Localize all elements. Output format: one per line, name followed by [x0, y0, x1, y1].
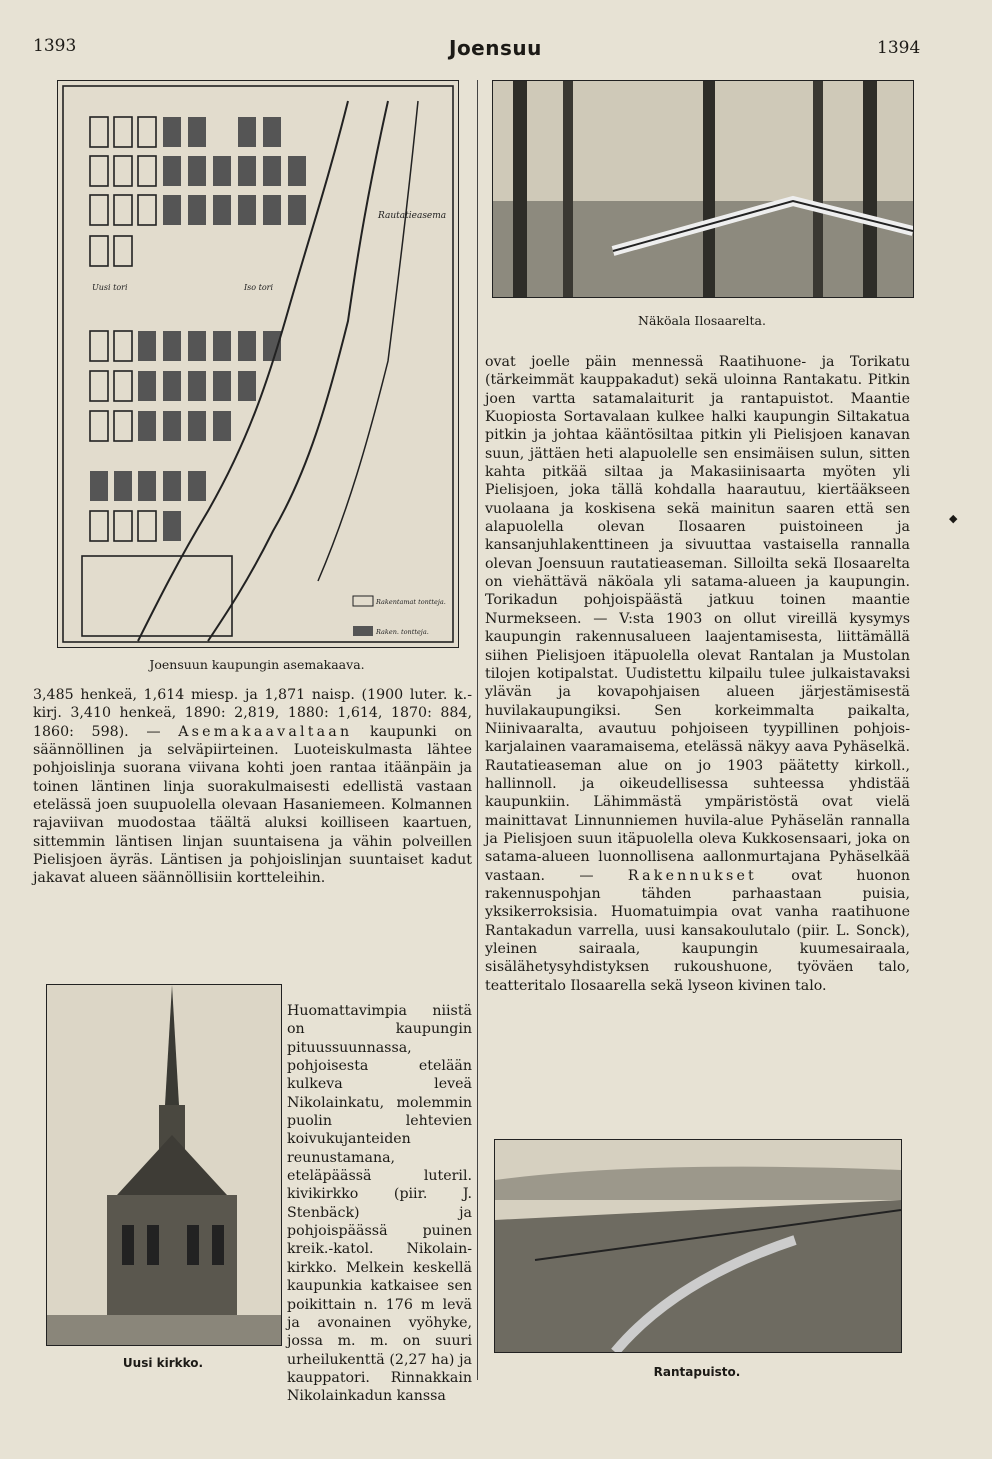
view-drawing — [493, 81, 913, 297]
left-column-text — [33, 686, 472, 888]
church-drawing — [47, 985, 281, 1345]
station-label: Rautatieasema — [378, 211, 447, 221]
map-caption: Joensuun kaupungin asemakaava. — [149, 657, 365, 672]
term-asemakaava: Asemakaavaltaan — [178, 723, 353, 740]
right-paragraph-2: ovat huonon rakennuspohjan tähden parhaastaan puisia, yksikerroksisia. Huomatuimpia ovat vanha raatihuone Rantakadun varrella, uusi kansakoulutalo (piir. L. Sonck), yleinen sairaala, kaupungin kuumesairaala, sisälähetysyhdistyksen rukoushuone, työväen talo, teatteritalo Ilosaarella sekä lyseon kivinen talo. — [485, 867, 911, 994]
town-plan-drawing — [58, 81, 458, 647]
park-photo — [494, 1139, 902, 1353]
margin-mark: ◆ — [949, 512, 958, 525]
view-photo — [492, 80, 914, 298]
view-caption: Näköala Ilosaarelta. — [638, 313, 766, 328]
paragraph-body: kaupunki on säännöllinen ja selväpiirteinen. Luoteiskulmasta lähtee pohjoislinja suorana viivana kohti joen rantaa itäänpäin ja toinen läntinen linja suorakulmaisesti edellistä vastaan etelässä joen suupuolella olevaan Hasaniemeen. Kolmannen rajaviivan muodostaa täältä aluksi koilliseen kaartuen, sittemmin läntisen linjan suuntaisena ja vähin polveillen Pielisjoen äyräs. Läntisen ja pohjoislinjan suuntaiset kadut jakavat alueen säännöllisiin kortteleihin. — [33, 723, 472, 887]
church-photo — [46, 984, 282, 1346]
church-caption: Uusi kirkko. — [122, 1356, 204, 1370]
page-title: Joensuu — [449, 36, 542, 60]
page-number-left: 1393 — [33, 36, 77, 56]
park-caption: Rantapuisto. — [653, 1365, 741, 1379]
town-plan-map — [57, 80, 459, 648]
uusi-tori-label: Uusi tori — [92, 283, 128, 292]
paragraph-intro: 3,485 henkeä, 1,614 miesp. ja 1,871 naisp. (1900 luter. k.-kirj. 3,410 henkeä, 1890: 2,819, 1880: 1,614, 1870: 884, 1860: 598). — — [33, 687, 472, 740]
park-drawing — [495, 1140, 901, 1352]
legend-label-1: Rakentamat tontteja. — [376, 598, 446, 606]
column-divider — [477, 80, 478, 1380]
legend-label-2: Raken. tontteja. — [376, 628, 429, 636]
term-rakennukset: Rakennukset — [627, 867, 757, 884]
page-number-right: 1394 — [877, 38, 921, 58]
left-narrow-text: Huomattavimpia niistä on kaupungin pituussuunnassa, pohjoisesta etelään kulkeva leveä Nikolainkatu, molemmin puolin lehtevien koivukujanteiden reunustamana, eteläpäässä luteril. kivikirkko (piir. J. Stenbäck) ja pohjoispäässä puinen kreik.-katol. Nikolain-kirkko. Melkein keskellä kaupunkia katkaisee sen poikittain n. 176 m levä ja avonainen vyöhyke, jossa m. m. on suuri urheilukenttä (2,27 ha) ja kauppatori. Rinnakkain Nikolainkadun kanssa — [287, 1003, 472, 1405]
right-paragraph-1: ovat joelle päin mennessä Raatihuone- ja Torikatu (tärkeimmät kauppakadut) sekä uloinna Rantakatu. Pitkin joen vartta satamalaiturit ja rantapuistot. Maantie Kuopiosta Sortavalaan kulkee halki kaupungin Siltakatua pitkin ja johtaa kääntösiltaa pitkin yli Pielisjoen kanavan suun, jättäen heti alapuolelle sen ensimäisen sulun, sitten kahta pitkää siltaa ja Makasiinisaarta myöten yli Pielisjoen, joka tällä kohdalla haarautuu, kiertääkseen vuolaana ja koskisena sekä mainitun saaren että sen alapuolella olevan Ilosaaren puistoineen ja kansanjuhlakenttineen ja sivuuttaa vastaisella rannalla olevan Joensuun rautatieaseman. Silloilta sekä Ilosaarelta on viehättävä näköala yli satama-alueen ja kaupungin. Torikadun pohjoispäästä jatkuu toinen maantie Nurmekseen. — V:sta 1903 on ollut vireillä kysymys kaupungin rakennusalueen laajentamisesta, liittämällä siihen Pielisjoen itäpuolella olevat Rantalan ja Mustolan tilojen kotipalstat. Uudistettu kilpailu tulee julkaistavaksi ylävän ja kovapohjaisen alueen järjestämisestä huvilakaupungiksi. Sen korkeimmalta paikalta, Niinivaaralta, avautuu pohjoiseen tyypillinen pohjois-karjalainen vaaramaisema, etelässä näkyy aava Pyhäselkä. Rautatieaseman alue on jo 1903 päätetty kirkoll., hallinnoll. ja oikeudellisessa suhteessa yhdistää kaupunkiin. Lähimmästä ympäristöstä ovat vielä mainittavat Linnunniemen huvila-alue Pyhäselän rannalla ja Pielisjoen suun itäpuolella oleva Kukkosensaari, joka on satama-alueen luonnollisena aallonmurtajana Pyhäselkää vastaan. — — [485, 354, 910, 884]
iso-tori-label: Iso tori — [244, 283, 274, 292]
right-column-text — [485, 353, 910, 995]
